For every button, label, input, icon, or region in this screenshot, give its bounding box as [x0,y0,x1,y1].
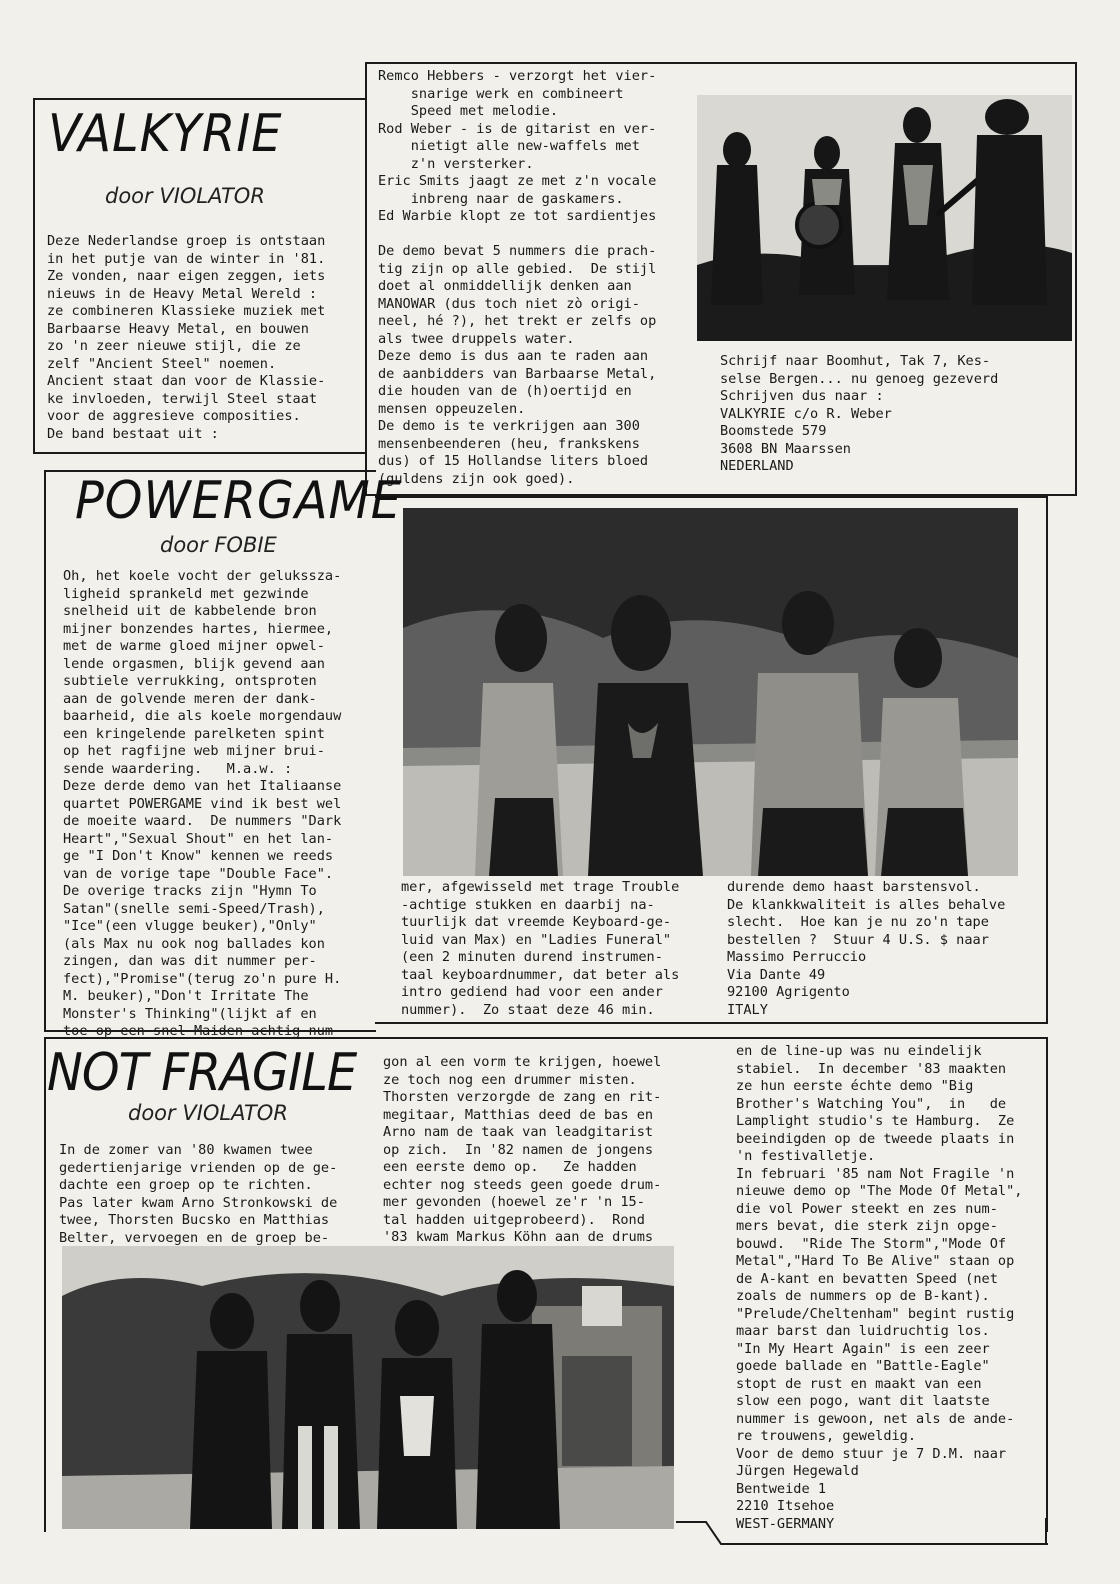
powergame-column-1: Oh, het koele vocht der gelukssza- ligheid sprankeld met gezwinde snelheid uit de kabbelende bron mijner bonzendes hartes, hiermee, met de warme gloed mijner opwel- lende orgasmen, blijk gevend aan subtiele verrukking, ontsproten aan de golvende meren der dank- baarheid, die als koele morgendauw een kringelende parelketen spint op het ragfijne web mijner brui- sende waardering. M.a.w. : Deze derde demo van het Italiaanse quartet POWERGAME vind ik best wel de moeite waard. De nummers "Dark Heart","Sexual Shout" en het lan- ge "I Don't Know" kennen we reeds van de vorige tape "Double Face". De overige tracks zijn "Hymn To Satan"(snelle semi-Speed/Trash), "Ice"(een vlugge beuker),"Only" (als Max nu ook nog ballades kon zingen, dan was dit nummer per- fect),"Promise"(terug zo'n pure H. M. beuker),"Don't Irritate The Monster's Thinking"(lijkt af en toe op een snel Maiden-achtig num- [63,568,342,1039]
powergame-title: POWERGAME [75,471,402,531]
not-fragile-band-photo [62,1246,674,1529]
powergame-column-2: mer, afgewisseld met trage Trouble -achtige stukken en daarbij na- tuurlijk dat vreemde Keyboard-ge- luid van Max) en "Ladies Funeral" (een 2 minuten durend instrumen- taal keyboardnummer, dat beter als intro gediend had voor een ander nummer). Zo staat deze 46 min. [401,879,680,1018]
valkyrie-byline: door VIOLATOR [105,184,265,208]
not-fragile-column-1: In de zomer van '80 kwamen twee gedertienjarige vrienden op de ge- dachte een groep op te richten. Pas later kwam Arno Stronkowski de twee, Thorsten Bucsko en Matthias Belter, vervoegen en de groep be- [59,1142,338,1246]
valkyrie-column-3: Schrijf naar Boomhut, Tak 7, Kes- selse Bergen... nu genoeg gezeverd Schrijven dus naar : VALKYRIE c/o R. Weber Boomstede 579 3608 BN Maarssen NEDERLAND [720,353,999,474]
powergame-column-3: durende demo haast barstensvol. De klankkwaliteit is alles behalve slecht. Hoe kan je nu zo'n tape bestellen ? Stuur 4 U.S. $ naar Massimo Perruccio Via Dante 49 92100 Agrigento ITALY [727,879,1006,1018]
powergame-band-photo [403,508,1018,876]
valkyrie-column-2: Remco Hebbers - verzorgt het vier- snarige werk en combineert Speed met melodie. Rod Weber - is de gitarist en ver- nietigt alle new-waffels met z'n versterker. Eric Smits jaagt ze met z'n vocale inbreng naar de gaskamers. Ed Warbie klopt ze tot sardientjes De demo bevat 5 nummers die prach- tig zijn op alle gebied. De stijl doet al onmiddellijk denken aan MANOWAR (dus toch niet zò origi- neel, hé ?), het trekt er zelfs op als twee druppels water. Deze demo is dus aan te raden aan de aanbidders van Barbaarse Metal, die houden van de (h)oertijd en mensen oppeuzelen. De demo is te verkrijgen aan 300 mensenbeenderen (heu, frankskens dus) of 15 Hollandse liters bloed (guldens zijn ook goed). [378,68,657,487]
not-fragile-column-2: gon al een vorm te krijgen, hoewel ze toch nog een drummer misten. Thorsten verzorgde de zang en rit- megitaar, Matthias deed de bas en Arno nam de taak van leadgitarist op zich. In '82 namen de jongens een eerste demo op. Ze hadden echter nog steeds geen goede drum- mer gevonden (hoewel ze'r 'n 15- tal hadden uitgeprobeerd). Rond '83 kwam Markus Köhn aan de drums [383,1054,662,1245]
valkyrie-band-photo [697,95,1072,341]
valkyrie-title: VALKYRIE [48,104,283,164]
not-fragile-column-3: en de line-up was nu eindelijk stabiel. In december '83 maakten ze hun eerste échte demo "Big Brother's Watching You", in de Lamplight studio's te Hamburg. Ze beeindigden op de tweede plaats in 'n festivalletje. In februari '85 nam Not Fragile 'n nieuwe demo op "The Mode Of Metal", die vol Power steekt en zes num- mers bevat, die sterk zijn opge- bouwd. "Ride The Storm","Mode Of Metal","Hard To Be Alive" staan op de A-kant en bevatten Speed (net zoals de nummers op de B-kant). "Prelude/Cheltenham" begint rustig maar barst dan luidruchtig los. "In My Heart Again" is een zeer goede ballade en "Battle-Eagle" stopt de rust en maakt van een slow een pogo, want dit laatste nummer is gewoon, net als de ande- re trouwens, geweldig. Voor de demo stuur je 7 D.M. naar Jürgen Hegewald Bentweide 1 2210 Itsehoe WEST-GERMANY [736,1043,1023,1532]
not-fragile-title: NOT FRAGILE [47,1043,357,1103]
powergame-byline: door FOBIE [160,533,277,557]
valkyrie-column-1: Deze Nederlandse groep is ontstaan in het putje van de winter in '81. Ze vonden, naar eigen zeggen, iets nieuws in de Heavy Metal Wereld : ze combineren Klassieke muziek met Barbaarse Heavy Metal, en bouwen zo 'n zeer nieuwe stijl, die ze zelf "Ancient Steel" noemen. Ancient staat dan voor de Klassie- ke invloeden, terwijl Steel staat voor de aggresieve composities. De band bestaat uit : [47,233,326,442]
not-fragile-byline: door VIOLATOR [128,1101,288,1125]
